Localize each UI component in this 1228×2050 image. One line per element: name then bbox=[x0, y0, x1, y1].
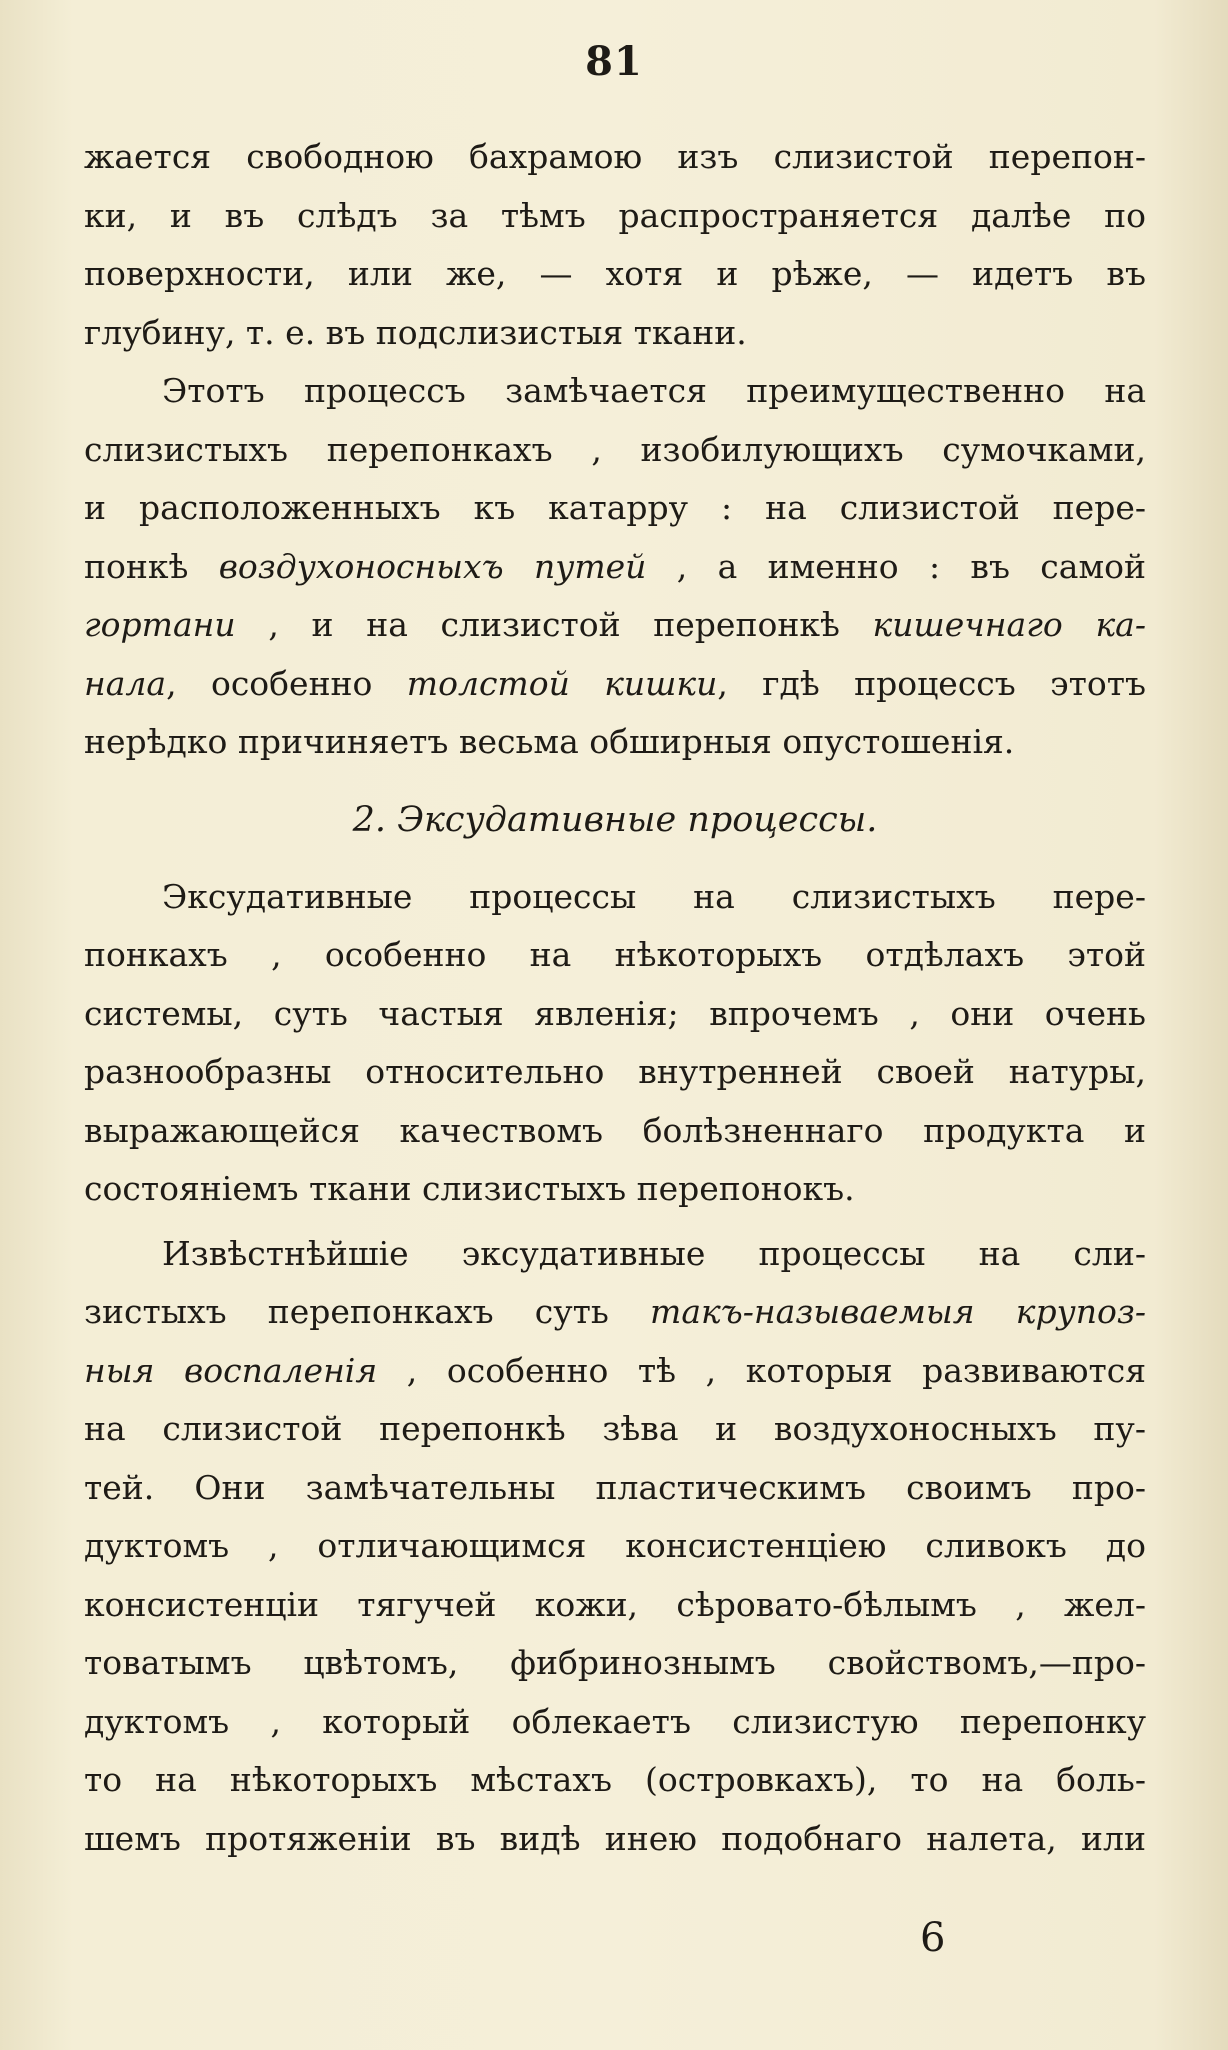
section-number: 2. bbox=[352, 799, 387, 840]
text-line: тей. Они замѣчательны пластическимъ своимъ про- bbox=[84, 1467, 1146, 1507]
text-line: нерѣдко причиняетъ весьма обширныя опустошенія. bbox=[84, 722, 1015, 761]
text-line: дуктомъ , который облекаетъ слизистую перепонку bbox=[84, 1701, 1146, 1741]
text-line: выражающейся качествомъ болѣзненнаго продукта и bbox=[84, 1110, 1146, 1150]
text-line: ки, и въ слѣдъ за тѣмъ распространяется далѣе по bbox=[84, 195, 1146, 235]
text-line: разнообразны относительно внутренней своей натуры, bbox=[84, 1052, 1146, 1091]
text-run: , особенно тѣ , которыя развиваются bbox=[377, 1350, 1146, 1390]
page-number: 81 bbox=[585, 38, 643, 85]
text-line: слизистыхъ перепонкахъ , изобилующихъ сумочками, bbox=[84, 429, 1146, 469]
text-line: консистенціи тягучей кожи, сѣровато-бѣлымъ , жел- bbox=[84, 1584, 1146, 1624]
section-heading bbox=[84, 772, 1146, 868]
text-line: шемъ протяженіи въ видѣ инею подобнаго налета, или bbox=[84, 1818, 1146, 1858]
text-run: , и на слизистой перепонкѣ bbox=[235, 605, 873, 644]
italic-term: нала bbox=[84, 663, 167, 703]
text-run: понкѣ bbox=[84, 546, 219, 586]
text-line: дуктомъ , отличающимся консистенціею сливокъ до bbox=[84, 1526, 1146, 1565]
italic-term: такъ-называемыя крупоз- bbox=[650, 1292, 1146, 1331]
italic-term: воздухоносныхъ путей bbox=[218, 546, 647, 586]
text-line: то на нѣкоторыхъ мѣстахъ (островкахъ), то на боль- bbox=[84, 1760, 1146, 1799]
text-line: состояніемъ ткани слизистыхъ перепонокъ. bbox=[84, 1169, 855, 1208]
text-line: Этотъ процессъ замѣчается преимущественно на bbox=[162, 371, 1146, 410]
text-line bbox=[84, 655, 1146, 714]
body-text bbox=[84, 128, 1146, 1868]
text-line: жается свободною бахрамою изъ слизистой перепон- bbox=[84, 137, 1146, 176]
text-line: понкахъ , особенно на нѣкоторыхъ отдѣлахъ этой bbox=[84, 935, 1146, 974]
italic-term: ныя воспаленія bbox=[84, 1350, 378, 1390]
text-line: товатымъ цвѣтомъ, фибринознымъ свойствомъ,—про- bbox=[84, 1643, 1146, 1682]
text-line: поверхности, или же, — хотя и рѣже, — идетъ въ bbox=[84, 254, 1146, 293]
text-line: глубину, т. е. въ подслизистыя ткани. bbox=[84, 312, 747, 352]
text-run: , гдѣ процессъ этотъ bbox=[717, 663, 1146, 703]
text-line bbox=[84, 596, 1146, 655]
section-title: Эксудативные процессы. bbox=[397, 799, 878, 840]
italic-term: гортани bbox=[84, 605, 236, 644]
italic-term: кишечнаго ка- bbox=[872, 605, 1146, 644]
italic-term: толстой кишки bbox=[406, 663, 718, 703]
text-run: , а именно : въ самой bbox=[646, 546, 1146, 586]
text-run: , особенно bbox=[166, 663, 407, 703]
text-line bbox=[84, 538, 1146, 597]
signature-mark: 6 bbox=[920, 1915, 946, 1961]
text-line: системы, суть частыя явленія; впрочемъ , они очень bbox=[84, 993, 1146, 1033]
text-line: и расположенныхъ къ катарру : на слизистой пере- bbox=[84, 488, 1146, 527]
text-line bbox=[84, 1283, 1146, 1342]
text-run: зистыхъ перепонкахъ суть bbox=[84, 1292, 651, 1331]
text-line: Эксудативные процессы на слизистыхъ пере- bbox=[162, 876, 1146, 916]
text-line bbox=[84, 1342, 1146, 1401]
text-line: Извѣстнѣйшіе эксудативные процессы на сли- bbox=[162, 1233, 1146, 1273]
text-line: на слизистой перепонкѣ зѣва и воздухоносныхъ пу- bbox=[84, 1409, 1146, 1448]
